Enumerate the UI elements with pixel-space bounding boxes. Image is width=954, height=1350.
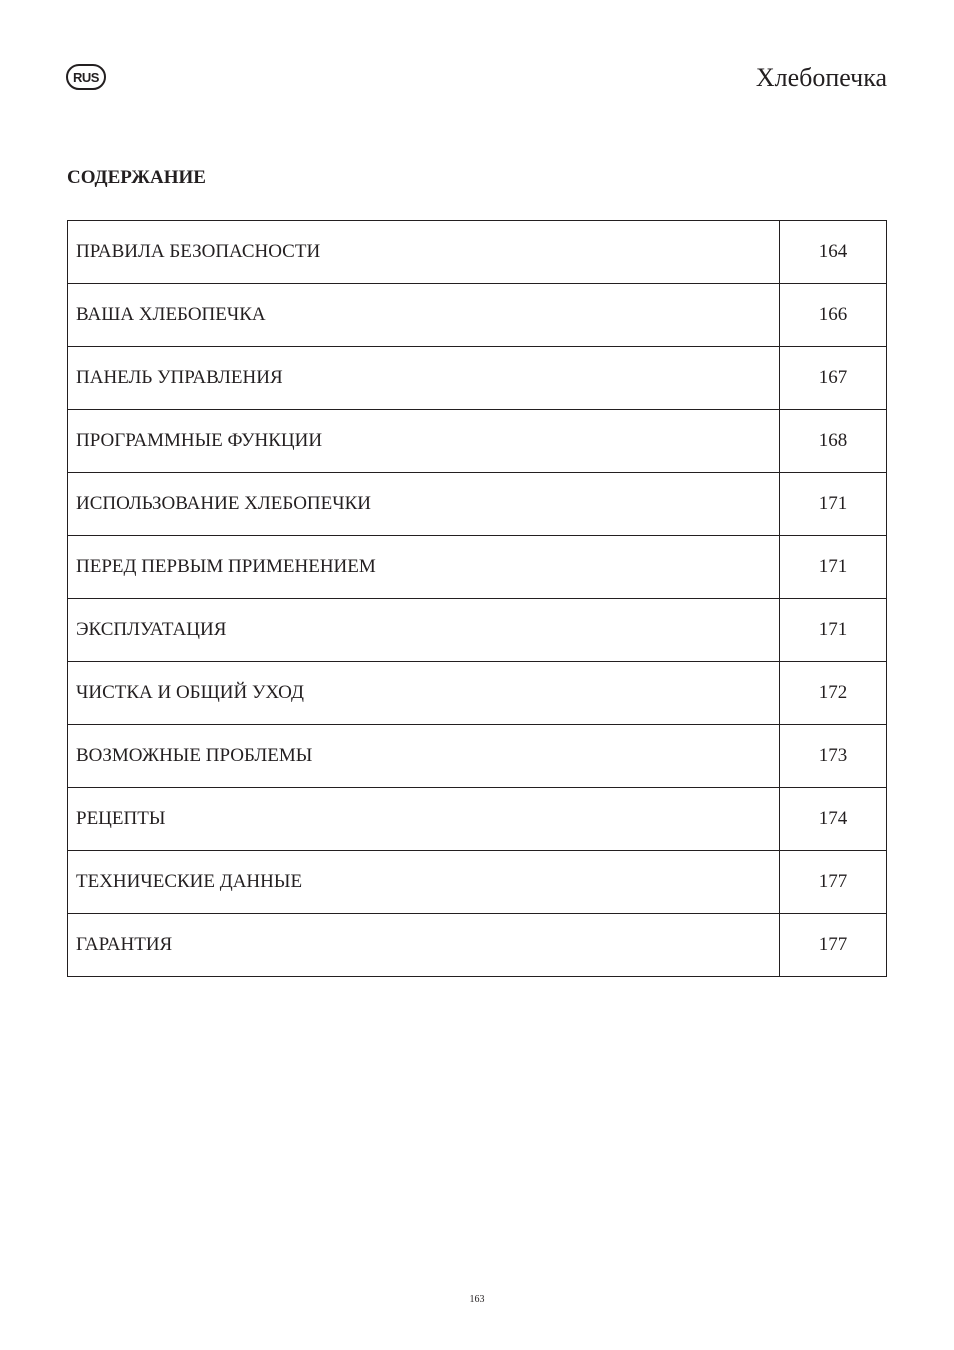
toc-row — [68, 221, 887, 284]
toc-entry-page: 171 — [780, 536, 887, 599]
toc-row — [68, 725, 887, 788]
toc-entry-title: ГАРАНТИЯ — [68, 914, 780, 977]
toc-entry-page: 177 — [780, 851, 887, 914]
toc-entry-page: 167 — [780, 347, 887, 410]
toc-row — [68, 788, 887, 851]
toc-entry-title: ТЕХНИЧЕСКИЕ ДАННЫЕ — [68, 851, 780, 914]
page-number: 163 — [469, 1294, 485, 1305]
toc-row — [68, 599, 887, 662]
language-badge: RUS — [66, 64, 106, 90]
document-title: Хлебопечка — [755, 63, 887, 92]
toc-row — [68, 347, 887, 410]
toc-row — [68, 284, 887, 347]
toc-entry-page: 164 — [780, 221, 887, 284]
toc-entry-title: ВОЗМОЖНЫЕ ПРОБЛЕМЫ — [68, 725, 780, 788]
toc-entry-page: 173 — [780, 725, 887, 788]
toc-entry-page: 171 — [780, 473, 887, 536]
toc-entry-title: ПЕРЕД ПЕРВЫМ ПРИМЕНЕНИЕМ — [68, 536, 780, 599]
toc-entry-title: ПРАВИЛА БЕЗОПАСНОСТИ — [68, 221, 780, 284]
table-of-contents — [67, 220, 887, 977]
toc-entry-title: ПРОГРАММНЫЕ ФУНКЦИИ — [68, 410, 780, 473]
toc-entry-page: 172 — [780, 662, 887, 725]
toc-row — [68, 662, 887, 725]
toc-entry-title: РЕЦЕПТЫ — [68, 788, 780, 851]
toc-row — [68, 410, 887, 473]
toc-row — [68, 914, 887, 977]
toc-entry-page: 177 — [780, 914, 887, 977]
toc-entry-page: 174 — [780, 788, 887, 851]
toc-entry-title: ИСПОЛЬЗОВАНИЕ ХЛЕБОПЕЧКИ — [68, 473, 780, 536]
toc-entry-title: ЧИСТКА И ОБЩИЙ УХОД — [68, 662, 780, 725]
toc-entry-title: ВАША ХЛЕБОПЕЧКА — [68, 284, 780, 347]
contents-heading: СОДЕРЖАНИЕ — [67, 167, 206, 188]
toc-entry-title: ЭКСПЛУАТАЦИЯ — [68, 599, 780, 662]
toc-entry-page: 168 — [780, 410, 887, 473]
toc-entry-page: 171 — [780, 599, 887, 662]
toc-entry-page: 166 — [780, 284, 887, 347]
toc-row — [68, 851, 887, 914]
toc-row — [68, 536, 887, 599]
toc-entry-title: ПАНЕЛЬ УПРАВЛЕНИЯ — [68, 347, 780, 410]
toc-row — [68, 473, 887, 536]
